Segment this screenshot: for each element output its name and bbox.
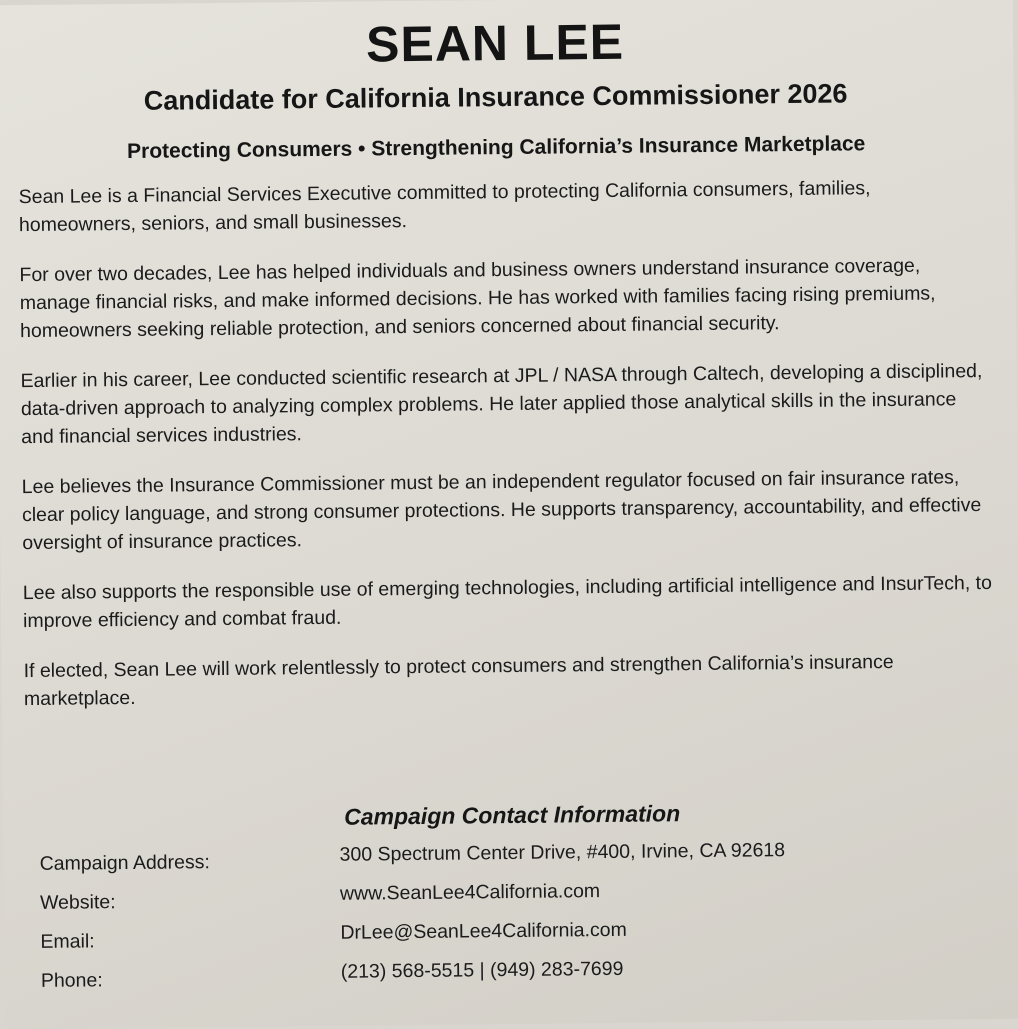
- contact-label: Campaign Address:: [39, 851, 210, 875]
- contact-label: Phone:: [40, 969, 103, 992]
- address-value: 300 Spectrum Center Drive, #400, Irvine, CA 92618: [339, 839, 786, 866]
- bio-paragraph: Sean Lee is a Financial Services Executive committed to protecting California consumers, families, homeowners, seniors, and small businesses.: [18, 177, 871, 237]
- bio-section: [19, 173, 997, 735]
- contact-table: [39, 839, 942, 1009]
- bio-paragraph: Earlier in his career, Lee conducted scientific research at JPL / NASA through Caltech, developing a disciplined, data-driven approach to analyzing complex problems. He later applied those analytical skills in the insurance and financial services industries.: [20, 360, 983, 449]
- contact-label: Website:: [39, 891, 116, 914]
- contact-label: Email:: [40, 930, 95, 953]
- bio-paragraph: Lee also supports the responsible use of emerging technologies, including artificial intelligence and InsurTech, to improve efficiency and combat fraud.: [22, 571, 992, 633]
- candidate-name: SEAN LEE: [365, 13, 625, 73]
- bio-paragraph: For over two decades, Lee has helped individuals and business owners understand insurance coverage, manage financial risks, and make informed decisions. He has worked with families facing rising premiums, homeowners seeking reliable protection, and seniors concerned about financial security.: [19, 254, 936, 343]
- bio-paragraph: Lee believes the Insurance Commissioner must be an independent regulator focused on fair insurance rates, clear policy language, and strong consumer protections. He supports transparency, accountability, and effective oversight of insurance practices.: [21, 466, 982, 555]
- contact-row-phone: [40, 957, 941, 1009]
- email-value: DrLee@SeanLee4California.com: [340, 918, 627, 944]
- bio-paragraph: If elected, Sean Lee will work relentlessly to protect consumers and strengthen California’s insurance marketplace.: [23, 650, 894, 711]
- campaign-tagline: Protecting Consumers • Strengthening California’s Insurance Marketplace: [126, 132, 866, 163]
- website-value: www.SeanLee4California.com: [339, 880, 601, 905]
- phone-value: (213) 568-5515 | (949) 283-7699: [340, 957, 624, 983]
- contact-heading: Campaign Contact Information: [344, 800, 681, 830]
- candidate-subtitle: Candidate for California Insurance Commissioner 2026: [143, 78, 848, 116]
